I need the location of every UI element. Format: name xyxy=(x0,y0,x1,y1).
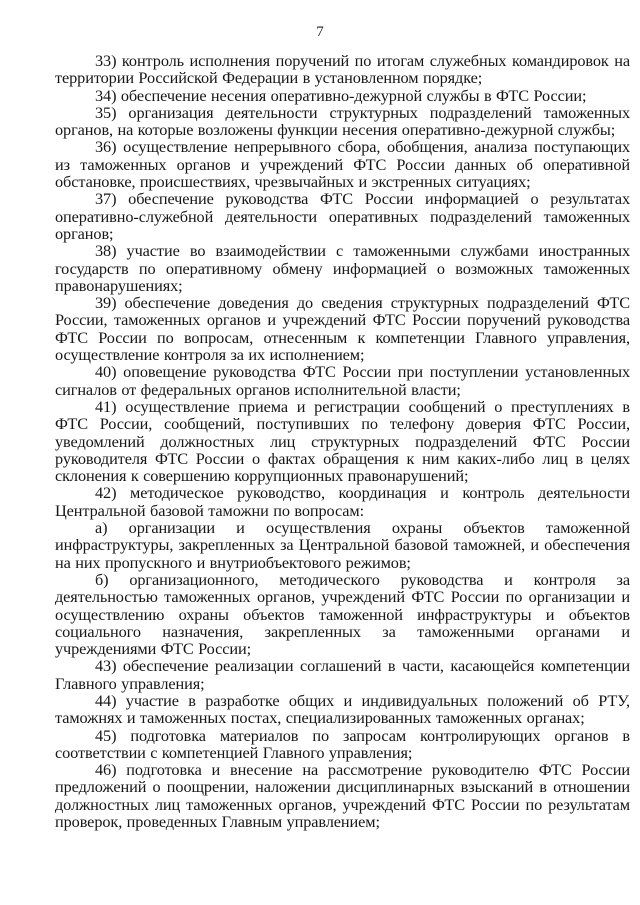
paragraph: 44) участие в разработке общих и индивидуальных положений об РТУ, таможнях и таможенных постах, специализированных таможенных органах; xyxy=(55,690,630,728)
paragraph: а) организации и осуществления охраны объектов таможенной инфраструктуры, закрепленных за Центральной базовой таможней, и обеспечения на них пропускного и внутриобъектового режимов; xyxy=(55,518,630,572)
paragraph: б) организационного, методического руководства и контроля за деятельностью таможенных органов, учреждений ФТС России по организации и осуществлению охраны объектов таможенной инфраструктуры и объектов социального назначения, закрепленных за таможенными органами и учреждениями ФТС России; xyxy=(55,569,630,659)
paragraph: 41) осуществление приема и регистрации сообщений о преступлениях в ФТС России, сообщений, поступивших по телефону доверия ФТС России, уведомлений должностных лиц структурных подразделений ФТС России руководителя ФТС России о фактах обращения к ним каких-либо лиц в целях склонения к совершению коррупционных правонарушений; xyxy=(55,396,630,486)
paragraph: 45) подготовка материалов по запросам контролирующих органов в соответствии с компетенцией Главного управления; xyxy=(55,725,630,762)
paragraph: 40) оповещение руководства ФТС России при поступлении установленных сигналов от федеральных органов исполнительной власти; xyxy=(55,362,630,399)
paragraph: 33) контроль исполнения поручений по итогам служебных командировок на территории Российской Федерации в установленном порядке; xyxy=(55,51,630,88)
document-body xyxy=(55,52,630,830)
paragraph: 42) методическое руководство, координация и контроль деятельности Центральной базовой таможни по вопросам: xyxy=(55,483,630,520)
paragraph: 43) обеспечение реализации соглашений в части, касающейся компетенции Главного управления; xyxy=(55,656,630,693)
paragraph: 46) подготовка и внесение на рассмотрение руководителю ФТС России предложений о поощрении, наложении дисциплинарных взысканий в отношении должностных лиц таможенных органов, учреждений ФТС России по результатам проверок, проведенных Главным управлением; xyxy=(55,760,630,832)
paragraph: 38) участие во взаимодействии с таможенными службами иностранных государств по оперативному обмену информацией о возможных таможенных правонарушениях; xyxy=(55,241,630,295)
paragraph: 37) обеспечение руководства ФТС России информацией о результатах оперативно-служебной деятельности оперативных подразделений таможенных органов; xyxy=(55,189,630,243)
paragraph: 36) осуществление непрерывного сбора, обобщения, анализа поступающих из таможенных органов и учреждений ФТС России данных об оперативной обстановке, происшествиях, чрезвычайных и экстренных ситуациях; xyxy=(55,137,630,192)
paragraph: 35) организация деятельности структурных подразделений таможенных органов, на которые возложены функции несения оперативно-дежурной службы; xyxy=(55,102,630,140)
paragraph: 34) обеспечение несения оперативно-дежурной службы в ФТС России; xyxy=(95,85,587,105)
paragraph: 39) обеспечение доведения до сведения структурных подразделений ФТС России, таможенных органов и учреждений ФТС России поручений руководства ФТС России по вопросам, отнесенным к компетенции Главного управления, осуществление контроля за их исполнением; xyxy=(55,293,630,365)
page-number: 7 xyxy=(316,24,324,40)
